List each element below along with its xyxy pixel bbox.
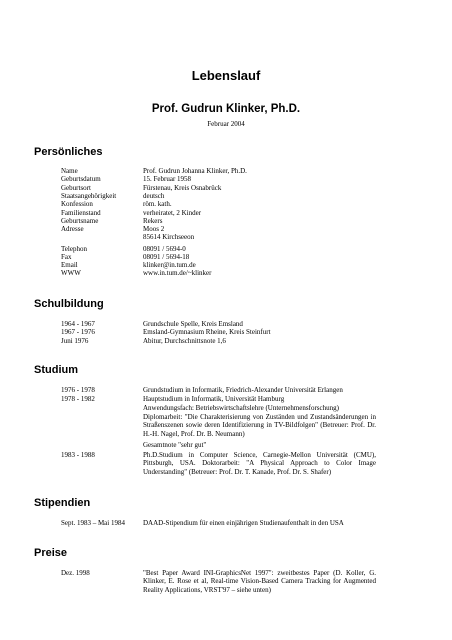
grant-date: Sept. 1983 – Mai 1984	[61, 519, 125, 527]
studies-minor: Anwendungsfach: Betriebswirtschaftslehre (Unternehmensforschung)	[143, 404, 339, 412]
personal-value: Moos 2	[143, 225, 165, 234]
section-heading-personal: Persönliches	[34, 146, 103, 158]
document-title: Lebenslauf	[191, 68, 261, 83]
personal-value: Fürstenau, Kreis Osnabrück	[143, 183, 222, 192]
personal-label: Email	[61, 261, 78, 270]
email-link[interactable]: klinker@in.tum.de	[143, 261, 196, 270]
schooling-date: 1967 - 1976	[61, 328, 95, 337]
studies-date: 1983 - 1988	[61, 451, 95, 459]
website-link[interactable]: www.in.tum.de/~klinker	[143, 269, 212, 278]
personal-label: WWW	[61, 269, 81, 278]
personal-value: 85614 Kirchseeon	[143, 233, 195, 242]
schooling-date: 1964 - 1967	[61, 320, 95, 328]
schooling-date: Juni 1976	[61, 336, 89, 345]
prize-date: Dez. 1998	[61, 569, 90, 577]
personal-label: Fax	[61, 252, 72, 261]
personal-label: Staatsangehörigkeit	[61, 191, 117, 200]
schooling-text: Emsland-Gymnasium Rheine, Kreis Steinfurt	[143, 328, 271, 337]
personal-label: Name	[61, 167, 78, 175]
studies-text: Hauptstudium in Informatik, Universität Hamburg	[143, 395, 285, 403]
personal-label: Geburtsname	[61, 216, 99, 225]
schooling-text: Grundschule Spelle, Kreis Emsland	[143, 320, 243, 328]
person-name: Prof. Gudrun Klinker, Ph.D.	[151, 103, 301, 115]
studies-thesis: Diplomarbeit: "Die Charakterisierung von Zuständen und Zustandsänderungen in Straßenszenen sowie deren Identifizierung in TV-Bildfolgen" (Betreuer: Prof. Dr. H.-H. Nagel, Prof. Dr. B. Neumann)	[143, 413, 376, 438]
personal-value: deutsch	[143, 191, 165, 200]
studies-grade: Gesamtnote "sehr gut"	[143, 441, 207, 449]
studies-date: 1978 - 1982	[61, 395, 95, 403]
schooling-text: Abitur, Durchschnittsnote 1,6	[143, 336, 226, 345]
personal-value: verheiratet, 2 Kinder	[143, 208, 202, 217]
personal-label: Konfession	[61, 200, 93, 209]
section-heading-grants: Stipendien	[34, 497, 91, 509]
document-date: Februar 2004	[207, 120, 245, 128]
studies-date: 1976 - 1978	[61, 386, 95, 394]
studies-text: Grundstudium in Informatik, Friedrich-Alexander Universität Erlangen	[143, 386, 343, 394]
personal-label: Geburtsdatum	[61, 175, 101, 184]
studies-text: Ph.D.Studium in Computer Science, Carnegie-Mellon Universität (CMU), Pittsburgh, USA. Doktorarbeit: "A Physical Approach to Color Image Understanding" (Betreuer: Prof. Dr. T. Kanade, Prof. Dr. S. Shafer)	[143, 451, 376, 476]
personal-value: 08091 / 5694-0	[143, 244, 186, 253]
section-heading-schooling: Schulbildung	[34, 298, 104, 310]
personal-value: 08091 / 5694-18	[143, 252, 190, 261]
personal-label: Familienstand	[61, 208, 101, 217]
personal-value: Rekers	[143, 216, 163, 225]
personal-label: Telephon	[61, 244, 87, 253]
personal-value: Prof. Gudrun Johanna Klinker, Ph.D.	[143, 167, 247, 175]
section-heading-prizes: Preise	[34, 547, 68, 559]
personal-label: Adresse	[61, 225, 84, 234]
personal-value: 15. Februar 1958	[143, 175, 192, 184]
personal-label: Geburtsort	[61, 183, 91, 192]
personal-value: röm. kath.	[143, 200, 172, 209]
grant-text: DAAD-Stipendium für einen einjährigen Studienaufenthalt in den USA	[143, 519, 344, 527]
section-heading-studies: Studium	[34, 364, 78, 376]
prize-text: "Best Paper Award INI-GraphicsNet 1997": zweitbestes Paper (D. Koller, G. Klinker, E. Rose et al, Real-time Vision-Based Camera Tracking for Augmented Reality Applications, VRST'97 – siehe unten)	[143, 569, 376, 594]
